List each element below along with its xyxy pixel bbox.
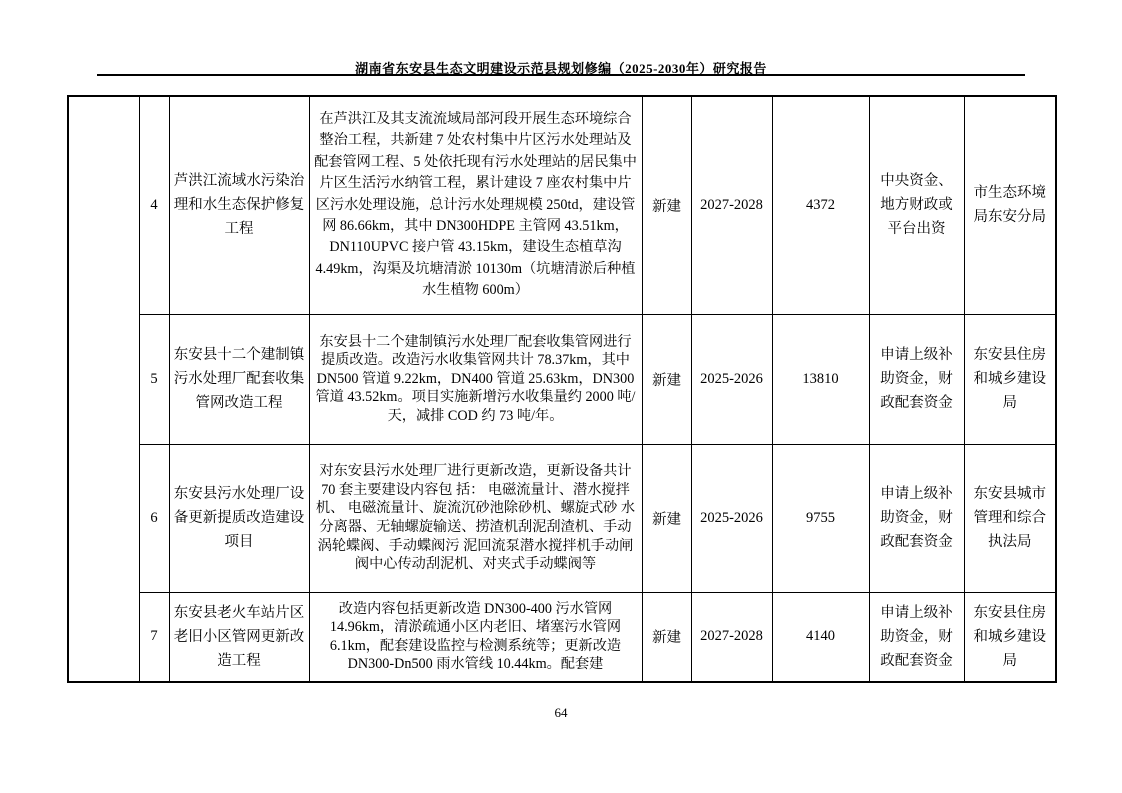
project-agency: 市生态环境局东安分局 <box>964 96 1056 314</box>
project-funding: 申请上级补助资金，财政配套资金 <box>869 444 964 592</box>
project-description: 在芦洪江及其支流流域局部河段开展生态环境综合整治工程，共新建 7 处农村集中片区污水处理站及配套管网工程、5 处依托现有污水处理站的居民集中片区生活污水纳管工程，累计建设 7 座农村集中片区污水处理设施，总计污水处理规模 250td，建设管网 86.66km，其中 DN300HDPE 主管网 43.51km，DN110UPVC 接户管 43.15km，建设生态植草沟 4.49km，沟渠及坑塘清淤 10130m（坑塘清淤后种植水生植物 600m） <box>309 96 642 314</box>
project-agency: 东安县城市管理和综合执法局 <box>964 444 1056 592</box>
project-description: 东安县十二个建制镇污水处理厂配套收集管网进行提质改造。改造污水收集管网共计 78.37km，其中 DN500 管道 9.22km，DN400 管道 25.63km，DN300 管道 43.52km。项目实施新增污水收集量约 2000 吨/天，减排 COD 约 73 吨/年。 <box>309 314 642 444</box>
row-number: 6 <box>139 444 169 592</box>
table-row <box>68 96 1056 314</box>
project-agency: 东安县住房和城乡建设局 <box>964 314 1056 444</box>
project-description: 对东安县污水处理厂进行更新改造，更新设备共计 70 套主要建设内容包 括： 电磁流量计、潜水搅拌机、 电磁流量计、旋流沉砂池除砂机、螺旋式砂 水分离器、无轴螺旋输送、捞渣机刮泥刮渣机、手动涡轮蝶阀、手动蝶阀污 泥回流泵潜水搅拌机手动闸阀中心传动刮泥机、对夹式手动蝶阀等 <box>309 444 642 592</box>
project-amount: 4372 <box>772 96 869 314</box>
row-number: 4 <box>139 96 169 314</box>
project-name: 东安县污水处理厂设备更新提质改造建设项目 <box>169 444 309 592</box>
project-type: 新建 <box>642 96 691 314</box>
table-row <box>68 444 1056 592</box>
project-name: 芦洪江流域水污染治理和水生态保护修复工程 <box>169 96 309 314</box>
project-type: 新建 <box>642 314 691 444</box>
project-years: 2025-2026 <box>691 444 772 592</box>
project-description: 改造内容包括更新改造 DN300-400 污水管网 14.96km，清淤疏通小区内老旧、堵塞污水管网 6.1km，配套建设监控与检测系统等；更新改造 DN300-Dn500 雨水管线 10.44km。配套建 <box>309 592 642 682</box>
project-agency: 东安县住房和城乡建设局 <box>964 592 1056 682</box>
project-name: 东安县十二个建制镇污水处理厂配套收集管网改造工程 <box>169 314 309 444</box>
project-amount: 9755 <box>772 444 869 592</box>
project-funding: 申请上级补助资金，财政配套资金 <box>869 314 964 444</box>
project-funding: 申请上级补助资金，财政配套资金 <box>869 592 964 682</box>
page-header-title: 湖南省东安县生态文明建设示范县规划修编（2025-2030年）研究报告 <box>355 61 767 76</box>
table-row <box>68 592 1056 682</box>
project-years: 2027-2028 <box>691 592 772 682</box>
project-funding: 中央资金、地方财政或平台出资 <box>869 96 964 314</box>
project-amount: 4140 <box>772 592 869 682</box>
projects-table <box>67 95 1057 683</box>
project-years: 2025-2026 <box>691 314 772 444</box>
row-number: 5 <box>139 314 169 444</box>
project-name: 东安县老火车站片区老旧小区管网更新改造工程 <box>169 592 309 682</box>
project-type: 新建 <box>642 444 691 592</box>
category-cell-empty <box>68 96 139 682</box>
project-type: 新建 <box>642 592 691 682</box>
project-amount: 13810 <box>772 314 869 444</box>
row-number: 7 <box>139 592 169 682</box>
table-row <box>68 314 1056 444</box>
page-number: 64 <box>554 705 568 720</box>
project-years: 2027-2028 <box>691 96 772 314</box>
header-rule <box>97 74 1025 76</box>
